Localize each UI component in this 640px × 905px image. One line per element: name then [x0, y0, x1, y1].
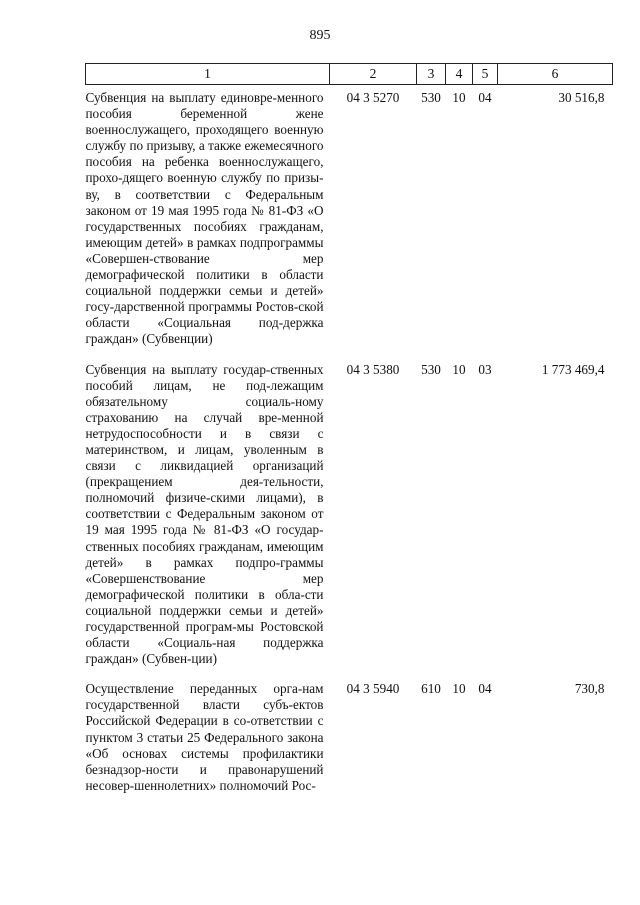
column-header-section: 4: [446, 64, 473, 85]
table-row: [86, 85, 613, 357]
row-expense-type: 610: [421, 681, 441, 697]
column-header-target-article: 2: [330, 64, 417, 85]
row-description: Субвенция на выплату единовре-менного пособия беременной жене военнослужащего, проходящего военную службу по призыву, а также ежемесячного пособия на ребенка военнослужащего, прохо-дящего военную службу по призы-ву, в соответствии с Федеральным законом от 19 мая 1995 года № 81-ФЗ «О государственных пособиях гражданам, имеющим детей» в рамках подпрограммы «Совершен-ствование мер демографической политики в области социальной поддержки семьи и детей» госу-дарственной программы Ростов-ской области «Социальная под-держка граждан» (Субвенции): [85, 90, 324, 347]
table-body: [86, 85, 613, 803]
row-section: 10: [452, 361, 466, 377]
table-row: [86, 357, 613, 677]
row-subsection: 03: [478, 361, 492, 377]
column-header-expense-type: 3: [417, 64, 446, 85]
row-amount: 730,8: [574, 681, 605, 697]
row-target-article: 04 3 5270: [346, 90, 400, 105]
budget-table: [85, 63, 613, 803]
row-expense-type: 530: [421, 361, 441, 377]
row-description: Осуществление переданных орга-нам государственной власти субъ-ектов Российской Федерации в со-ответствии с пунктом 3 статьи 25 Федерального закона «Об основах системы профилактики безнадзор-ности и правонарушений несовер-шеннолетних» полномочий Рос-: [85, 681, 324, 793]
column-header-name: 1: [86, 64, 330, 85]
row-amount: 1 773 469,4: [541, 361, 605, 377]
row-amount: 30 516,8: [558, 90, 605, 105]
table-row: [86, 676, 613, 803]
row-section: 10: [452, 90, 466, 105]
row-subsection: 04: [478, 90, 492, 105]
column-header-subsection: 5: [473, 64, 498, 85]
page-number: 895: [309, 28, 331, 43]
row-expense-type: 530: [421, 90, 441, 105]
row-subsection: 04: [478, 681, 492, 697]
column-header-amount: 6: [498, 64, 613, 85]
row-section: 10: [452, 681, 466, 697]
header-row: [86, 64, 613, 85]
row-target-article: 04 3 5380: [346, 361, 400, 377]
row-target-article: 04 3 5940: [346, 681, 400, 697]
table-header: [86, 64, 613, 85]
row-description: Субвенция на выплату государ-ственных пособий лицам, не под-лежащим обязательному социаль-ному страхованию на случай вре-менной нетрудоспособности и в связи с материнством, и лицам, уволенным в связи с ликвидацией организаций (прекращением дея-тельности, полномочий физиче-скими лицами), в соответствии с Федеральным законом от 19 мая 1995 года № 81-ФЗ «О государ-ственных пособиях гражданам, имеющим детей» в рамках подпро-граммы «Совершенствование мер демографической политики в обла-сти социальной поддержки семьи и детей» государственной програм-мы Ростовской области «Социаль-ная поддержка граждан» (Субвен-ции): [85, 361, 324, 667]
